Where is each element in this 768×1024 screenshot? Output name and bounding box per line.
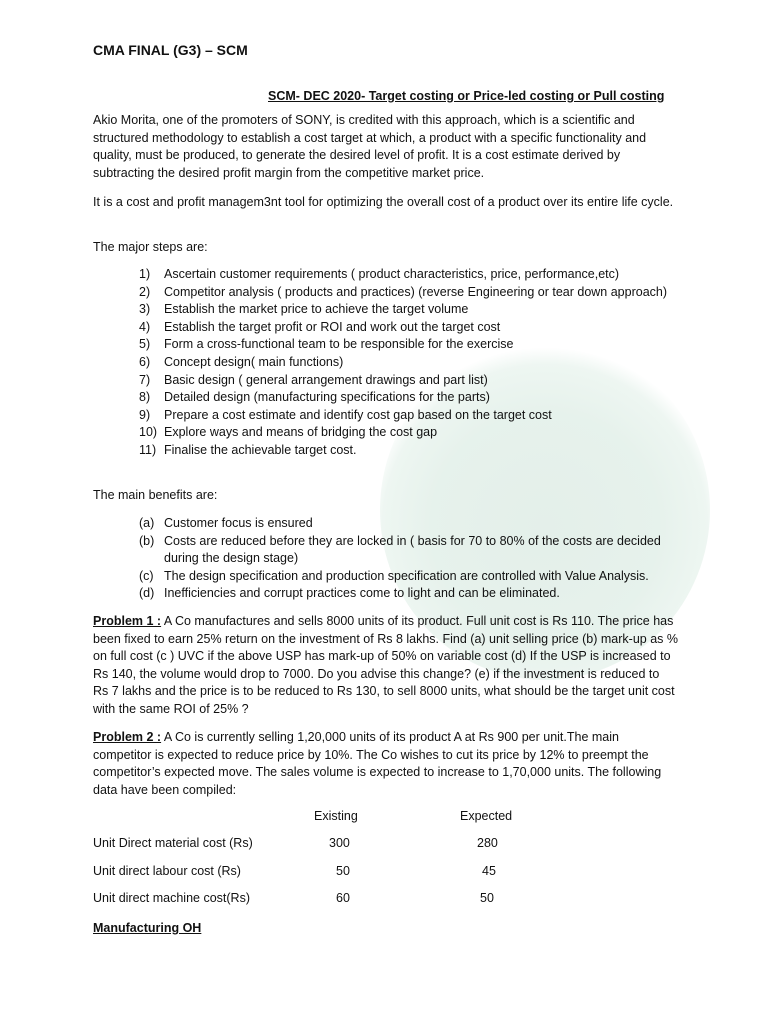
existing-value: 300 [329,836,350,850]
row-label: Unit Direct material cost (Rs) [93,836,253,850]
list-item: 10) Explore ways and means of bridging the cost gap [139,425,438,440]
column-header-expected: Expected [460,809,513,823]
tool-paragraph: It is a cost and profit managem3nt tool for optimizing the overall cost of a product over its entire life cycle. [93,195,674,209]
problem-2-label: Problem 2 : [93,730,162,744]
column-header-existing: Existing [314,809,358,823]
existing-value: 50 [336,864,350,878]
problem-1-text: A Co manufactures and sells 8000 units of its product. Full unit cost is Rs 110. The price has been fixed to earn 25% return on the investment of Rs 8 lakhs. Find (a) unit selling price (b) mark-up as % on full cost (c ) UVC if the above USP has mark-up of 50% on variable cost (d) If the USP is increased to Rs 140, the volume would drop to 7000. Do you advise this change? (e) if the investment is reduced to Rs 7 lakhs and the price is to be reduced to Rs 130, to sell 8000 units, what should be the target unit cost with the same ROI of 25% ? [93,614,679,716]
list-item: 11) Finalise the achievable target cost. [139,442,357,457]
problem-1 [93,613,678,719]
list-item: (b) Costs are reduced before they are locked in ( basis for 70 to 80% of the costs are decided during the design stage) [139,533,661,566]
document-header: CMA FINAL (G3) – SCM [93,42,248,58]
list-item: 1) Ascertain customer requirements ( product characteristics, price, performance,etc) [139,267,620,281]
list-item: 3) Establish the market price to achieve the target volume [139,302,469,317]
benefits-list [139,515,679,603]
table-header-row [93,808,593,826]
list-item: 7) Basic design ( general arrangement drawings and part list) [139,372,488,387]
existing-value: 60 [336,891,350,905]
expected-value: 45 [482,864,496,878]
table-row [93,863,593,881]
list-item: 4) Establish the target profit or ROI and work out the target cost [139,319,501,334]
expected-value: 50 [480,891,494,905]
list-item: 2) Competitor analysis ( products and practices) (reverse Engineering or tear down approach) [139,284,668,299]
list-item: 5) Form a cross-functional team to be responsible for the exercise [139,337,514,352]
intro-paragraph: Akio Morita, one of the promoters of SONY, is credited with this approach, which is a scientific and structured methodology to establish a cost target at which, a product with a specific functionality and quality, must be produced, to generate the desired level of profit. It is a cost estimate derived by subtracting the desired profit margin from the competitive market price. [93,113,647,180]
manufacturing-oh-heading: Manufacturing OH [93,921,202,935]
row-label: Unit direct machine cost(Rs) [93,891,250,905]
benefits-heading: The main benefits are: [93,488,218,502]
problem-2-text: A Co is currently selling 1,20,000 units of its product A at Rs 900 per unit.The main competitor is expected to reduce price by 10%. The Co wishes to cut its price by 12% to preempt the competitor’s expected move. The sales volume is expected to increase to 1,70,000 units. The following data have been compiled: [93,730,662,797]
table-row [93,890,593,908]
steps-heading: The major steps are: [93,240,208,254]
steps-list [139,266,679,460]
expected-value: 280 [477,836,498,850]
table-row [93,835,593,853]
list-item: (c) The design specification and production specification are controlled with Value Analysis. [139,568,649,583]
section-title: SCM- DEC 2020- Target costing or Price-led costing or Pull costing [268,89,665,103]
problem-2 [93,729,678,799]
list-item: 6) Concept design( main functions) [139,354,344,369]
list-item: 8) Detailed design (manufacturing specifications for the parts) [139,390,490,405]
problem-1-label: Problem 1 : [93,614,162,628]
list-item: (d) Inefficiencies and corrupt practices come to light and can be eliminated. [139,586,560,601]
list-item: (a) Customer focus is ensured [139,516,313,530]
list-item: 9) Prepare a cost estimate and identify cost gap based on the target cost [139,407,552,422]
row-label: Unit direct labour cost (Rs) [93,864,241,878]
